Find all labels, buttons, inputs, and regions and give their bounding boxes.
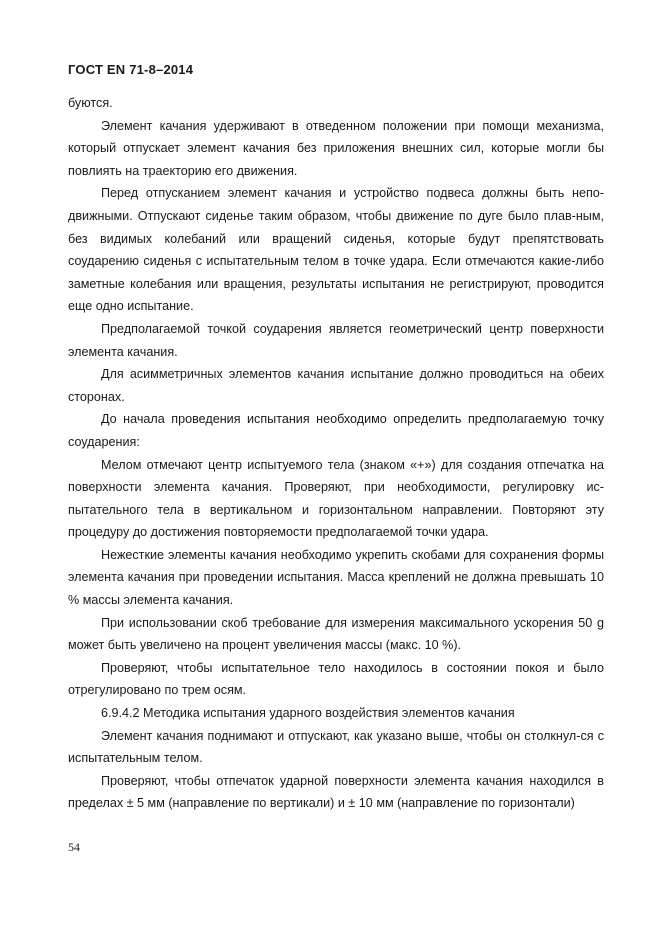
paragraph: Предполагаемой точкой соударения является геометрический центр поверхности элемента качания. xyxy=(68,321,604,359)
paragraph: Нежесткие элементы качания необходимо укрепить скобами для сохранения формы элемента качания при проведении испытания. Масса креплений не должна превышать 10 % массы элемента качания. xyxy=(68,547,604,608)
section-heading: 6.9.4.2 Методика испытания ударного воздействия элементов качания xyxy=(101,706,515,721)
paragraph: Элемент качания удерживают в отведенном положении при помощи механизма, который отпускает элемент качания без приложения внешних сил, которые могли бы повлиять на траекторию его движения. xyxy=(68,118,604,178)
paragraph: Проверяют, чтобы испытательное тело находилось в состоянии покоя и было отрегулировано по трем осям. xyxy=(68,660,604,698)
paragraph: Проверяют, чтобы отпечаток ударной поверхности элемента качания находился в пределах ± 5 мм (направление по вертикали) и ± 10 мм (направление по горизонтали) xyxy=(68,773,604,811)
paragraph: Перед отпусканием элемент качания и устройство подвеса должны быть непо-движными. Отпускают сиденье таким образом, чтобы движение по дуге было плав-ным, без видимых колебаний или вращений сиденья, которые будут препятствовать соударению сиденья с испытательным телом в точке удара. Если отмечаются какие-либо заметные колебания или вращения, результаты испытания не регистрируют, проводится еще одно испытание. xyxy=(68,186,604,314)
paragraph: Мелом отмечают центр испытуемого тела (знаком «+») для создания отпечатка на поверхности элемента качания. Проверяют, при необходимости, регулировку ис-пытательного тела в вертикальном и горизонтальном направлении. Повторяют эту процедуру до достижения повторяемости предполагаемой точки удара. xyxy=(68,457,604,540)
standard-header: ГОСТ EN 71-8–2014 xyxy=(68,62,194,77)
paragraph-continuation: буются. xyxy=(68,96,113,110)
body-text xyxy=(68,92,604,815)
paragraph: Элемент качания поднимают и отпускают, как указано выше, чтобы он столкнул-ся с испытательным телом. xyxy=(68,728,604,766)
paragraph: До начала проведения испытания необходимо определить предполагаемую точку соударения: xyxy=(68,412,604,449)
paragraph: При использовании скоб требование для измерения максимального ускорения 50 g может быть увеличено на процент увеличения массы (макс. 10 %). xyxy=(68,615,604,653)
paragraph: Для асимметричных элементов качания испытание должно проводиться на обеих сторонах. xyxy=(68,367,604,404)
page-number: 54 xyxy=(68,840,80,854)
